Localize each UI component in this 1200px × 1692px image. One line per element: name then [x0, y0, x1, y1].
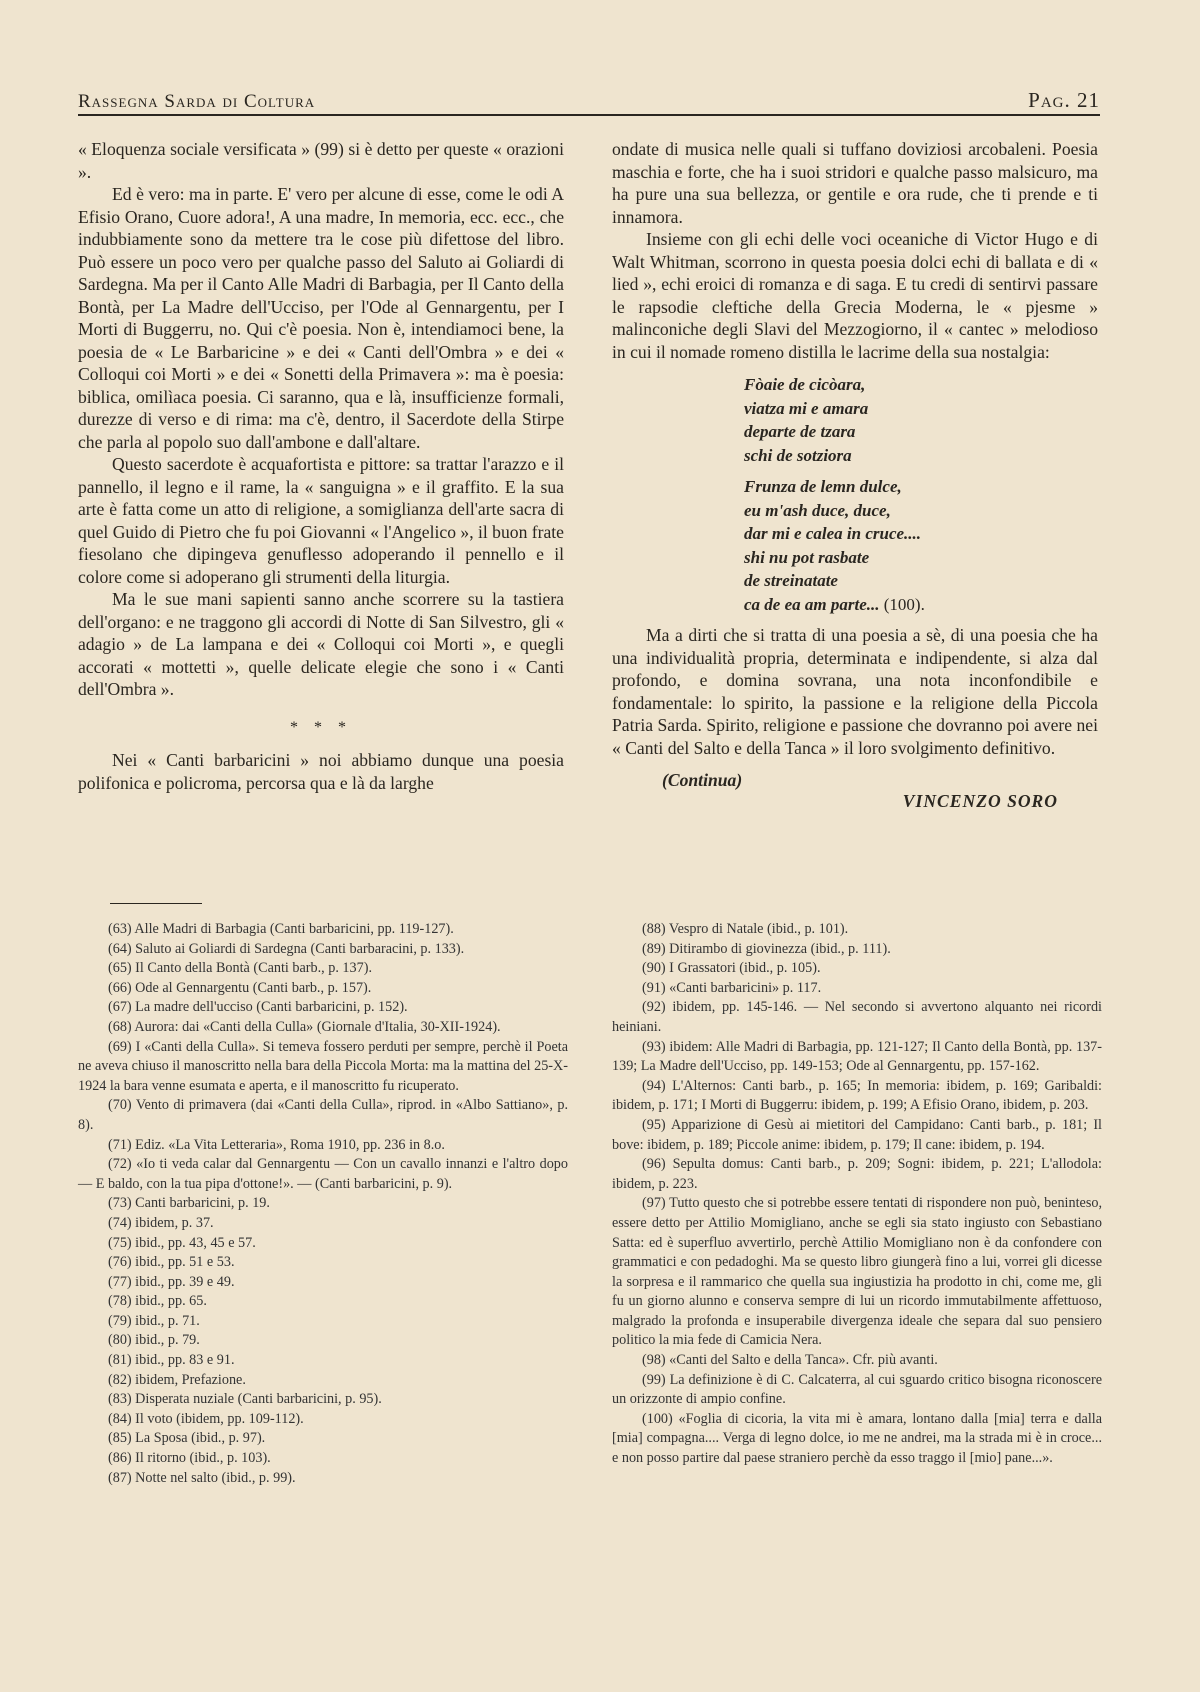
- poem-line-last: [744, 593, 1098, 617]
- footnote: (66) Ode al Gennargentu (Canti barb., p. 157).: [108, 979, 372, 996]
- paragraph: Questo sacerdote è acquafortista e pittore: sa trattar l'arazzo e il pannello, il legno e il rame, la « sanguigna » e il graffito. E la sua arte è fatta come un atto di religione, a somiglianza dell'arte sacra di quel Guido di Pietro che fu poi Giovanni « l'Angelico », il buon frate fiesolano che dipingeva genuflesso adoperando il pennello e il colore come si adoperano gli strumenti della liturgia.: [78, 454, 564, 587]
- paragraph: Ma a dirti che si tratta di una poesia a sè, di una poesia che ha una individualità propria, determinata e indipendente, si alza dal profondo, e domina sovrana, una nota inconfondibile e fondamentale: lo spirito, la passione e la religione della Piccola Patria Sarda. Spirito, religione e passione che dovranno poi avere nei « Canti del Salto e della Tanca » il loro svolgimento definitivo.: [612, 625, 1098, 758]
- footnote: (96) Sepulta domus: Canti barb., p. 209; Sogni: ibidem, p. 221; L'allodola: ibidem, p. 223.: [612, 1156, 1102, 1192]
- poem-line: viatza mi e amara: [744, 398, 869, 418]
- footnote: (92) ibidem, pp. 145-146. — Nel secondo si avvertono alquanto nei ricordi heiniani.: [612, 999, 1102, 1035]
- footnote-rule: [110, 903, 202, 904]
- footnotes-right: [612, 920, 1102, 1469]
- footnote: (70) Vento di primavera (dai «Canti della Culla», riprod. in «Albo Sattiano», p. 8).: [78, 1097, 568, 1133]
- poem-line: dar mi e calea in cruce....: [744, 524, 922, 543]
- footnote: (73) Canti barbaricini, p. 19.: [108, 1195, 270, 1212]
- footnote: (94) L'Alternos: Canti barb., p. 165; In memoria: ibidem, p. 169; Garibaldi: ibidem, p. 171; I Morti di Buggerru: ibidem, p. 199; A Efisio Orano, ibidem, p. 203.: [612, 1077, 1102, 1114]
- author-signature: VINCENZO SORO: [902, 790, 1058, 811]
- footnote: (76) ibid., pp. 51 e 53.: [108, 1254, 235, 1271]
- poem-line: Fòaie de cicòara,: [744, 375, 866, 394]
- header-rule: [78, 114, 1100, 116]
- footnote: (64) Saluto ai Goliardi di Sardegna (Canti barbaracini, p. 133).: [108, 940, 465, 957]
- footnote: (89) Ditirambo di giovinezza (ibid., p. 111).: [642, 940, 891, 957]
- footnote: (98) «Canti del Salto e della Tanca». Cfr. più avanti.: [642, 1352, 938, 1369]
- paragraph: Ma le sue mani sapienti sanno anche scorrere su la tastiera dell'organo: e ne traggono gli accordi di Notte di San Silvestro, gli « adagio » de La lampana e dei « Colloqui coi Morti », e quegli accorati « mottetti », quelle delicate elegie che sono i « Canti dell'Ombra ».: [78, 589, 564, 699]
- footnote: (78) ibid., pp. 65.: [108, 1293, 207, 1310]
- footnote: (67) La madre dell'ucciso (Canti barbaricini, p. 152).: [108, 999, 408, 1016]
- continua-label: (Continua): [662, 770, 743, 790]
- paragraph: ondate di musica nelle quali si tuffano doviziosi arcobaleni. Poesia maschia e forte, che ha i suoi stridori e qualche passo malsicuro, ma ha pure una sua bellezza, or gentile e ora rude, che ti prende e ti innamora.: [612, 139, 1098, 227]
- footnote: (74) ibidem, p. 37.: [108, 1214, 214, 1231]
- footnote: (82) ibidem, Prefazione.: [108, 1371, 246, 1388]
- running-header: [78, 88, 1100, 113]
- footnote: (77) ibid., pp. 39 e 49.: [108, 1273, 235, 1290]
- left-column: [78, 138, 564, 794]
- footnote: (100) «Foglia di cicoria, la vita mi è amara, lontano dalla [mia] terra e dalla [mia] compagna.... Verga di legno dolce, io me ne andrei, ma la strada mi è in croce... e non posso partire dal paese straniero perchè da esso traggo il [mio] pane...».: [612, 1410, 1102, 1467]
- paragraph: Nei « Canti barbaricini » noi abbiamo dunque una poesia polifonica e policroma, percorsa qua e là da larghe: [78, 750, 564, 793]
- footnote: (97) Tutto questo che si potrebbe essere tentati di rispondere non può, beninteso, essere detto per Attilio Momigliano, anche se egli sia stato ingiusto con Sebastiano Satta: ed è superfluo avvertirlo, perchè Attilio Momigliano non è da confondere con grammatici e con pedadoghi. Ma se questo libro giungerà fino a lui, vorrei gli dicesse la sorpresa e il rammarico che quella sua ingiustizia ha prodotto in chi, come me, gli fu un giorno alunno e conserva sempre di lui un ricordo immutabilmente affettuoso, malgrado la profonda e insuperabile divergenza ideale che separa dal suo pensiero politico la mia fede di Camicia Nera.: [612, 1195, 1102, 1349]
- poem-line: shi nu pot rasbate: [744, 547, 870, 567]
- footnote-ref: (100).: [883, 594, 925, 614]
- section-separator: * * *: [290, 718, 352, 736]
- poem-quote: [744, 373, 1098, 616]
- poem-line: ca de ea am parte...: [744, 594, 880, 614]
- journal-title: Rassegna Sarda di Coltura: [78, 91, 316, 112]
- right-column: [612, 138, 1098, 812]
- footnote: (83) Disperata nuziale (Canti barbaricini, p. 95).: [108, 1391, 382, 1408]
- footnote: (84) Il voto (ibidem, pp. 109-112).: [108, 1410, 304, 1427]
- poem-line: Frunza de lemn dulce,: [744, 477, 902, 496]
- footnote: (95) Apparizione di Gesù ai mietitori del Campidano: Canti barb., p. 181; Il bove: ibidem, p. 189; Piccole anime: ibidem, p. 179; Il cane: ibidem, p. 194.: [612, 1116, 1102, 1153]
- footnote: (91) «Canti barbaricini» p. 117.: [642, 979, 822, 996]
- footnotes-left: [78, 920, 568, 1488]
- footnote: (80) ibid., p. 79.: [108, 1332, 200, 1349]
- poem-line: de streinatate: [744, 571, 838, 590]
- footnote: (71) Ediz. «La Vita Letteraria», Roma 1910, pp. 236 in 8.o.: [108, 1136, 445, 1153]
- footnote: (81) ibid., pp. 83 e 91.: [108, 1352, 235, 1369]
- footnote: (68) Aurora: dai «Canti della Culla» (Giornale d'Italia, 30-XII-1924).: [108, 1018, 501, 1035]
- poem-stanza: [744, 475, 1098, 616]
- poem-line: departe de tzara: [744, 422, 856, 441]
- footnote: (79) ibid., p. 71.: [108, 1312, 200, 1329]
- poem-line: schi de sotziora: [744, 445, 852, 465]
- footnote: (93) ibidem: Alle Madri di Barbagia, pp. 121-127; Il Canto della Bontà, pp. 137-139; La Madre dell'Ucciso, pp. 149-153; Ode al Gennargentu, pp. 157-162.: [612, 1038, 1102, 1075]
- footnote: (72) «Io ti veda calar dal Gennargentu — Con un cavallo innanzi e l'altro dopo — E baldo, con la tua pipa d'ottone!». — (Canti barbaricini, p. 9).: [78, 1156, 568, 1192]
- paragraph: Ed è vero: ma in parte. E' vero per alcune di esse, come le odi A Efisio Orano, Cuore adora!, A una madre, In memoria, ecc. ecc., che indubbiamente sono da mettere tra le cose più difettose del libro. Può essere un poco vero per qualche passo del Saluto ai Goliardi di Sardegna. Ma per il Canto Alle Madri di Barbagia, per Il Canto della Bontà, per La Madre dell'Ucciso, per l'Ode al Gennargentu, per I Morti di Buggerru, no. Qui c'è poesia. Non è, intendiamoci bene, la poesia de « Le Barbaricine » e dei « Canti dell'Ombra » e dei « Colloqui coi Morti » e dei « Sonetti della Primavera »: ma è poesia: biblica, omilìaca poesia. Ci saranno, qua e là, insufficienze formali, durezze di verso e di rima: ma c'è, dentro, il Sacerdote della Stirpe che parla al popolo suo dall'ambone e dall'altare.: [78, 184, 564, 452]
- footnote: (63) Alle Madri di Barbagia (Canti barbaricini, pp. 119-127).: [108, 921, 454, 937]
- poem-stanza: [744, 373, 1098, 467]
- page-number: Pag. 21: [1028, 88, 1100, 112]
- footnote: (88) Vespro di Natale (ibid., p. 101).: [642, 921, 849, 937]
- footnote: (65) Il Canto della Bontà (Canti barb., p. 137).: [108, 960, 372, 977]
- footnote: (69) I «Canti della Culla». Si temeva fossero perduti per sempre, perchè il Poeta ne aveva chiuso il manoscritto nella bara della Piccola Morta: ma la mattina del 25-X-1924 la bara venne esumata e aperta, e il manoscritto fu ricuperato.: [78, 1038, 568, 1094]
- footnote: (87) Notte nel salto (ibid., p. 99).: [108, 1469, 296, 1486]
- footnote: (75) ibid., pp. 43, 45 e 57.: [108, 1234, 256, 1251]
- footnote: (99) La definizione è di C. Calcaterra, al cui sguardo critico bisogna riconoscere un orizzonte di ampio confine.: [612, 1371, 1102, 1408]
- footnote: (90) I Grassatori (ibid., p. 105).: [642, 960, 821, 977]
- paragraph: Insieme con gli echi delle voci oceaniche di Victor Hugo e di Walt Whitman, scorrono in questa poesia dolci echi di ballata e di « lied », echi eroici di romanza e di saga. E tu credi di sentirvi passare le rapsodie cleftiche della Grecia Moderna, le « pjesme » malinconiche degli Slavi del Mezzogiorno, il « cantec » melodioso in cui il nomade romeno distilla le lacrime della sua nostalgia:: [612, 229, 1098, 362]
- footnote: (86) Il ritorno (ibid., p. 103).: [108, 1450, 271, 1467]
- poem-line: eu m'ash duce, duce,: [744, 500, 891, 520]
- paragraph: « Eloquenza sociale versificata » (99) si è detto per queste « orazioni ».: [78, 139, 564, 182]
- footnote: (85) La Sposa (ibid., p. 97).: [108, 1430, 266, 1447]
